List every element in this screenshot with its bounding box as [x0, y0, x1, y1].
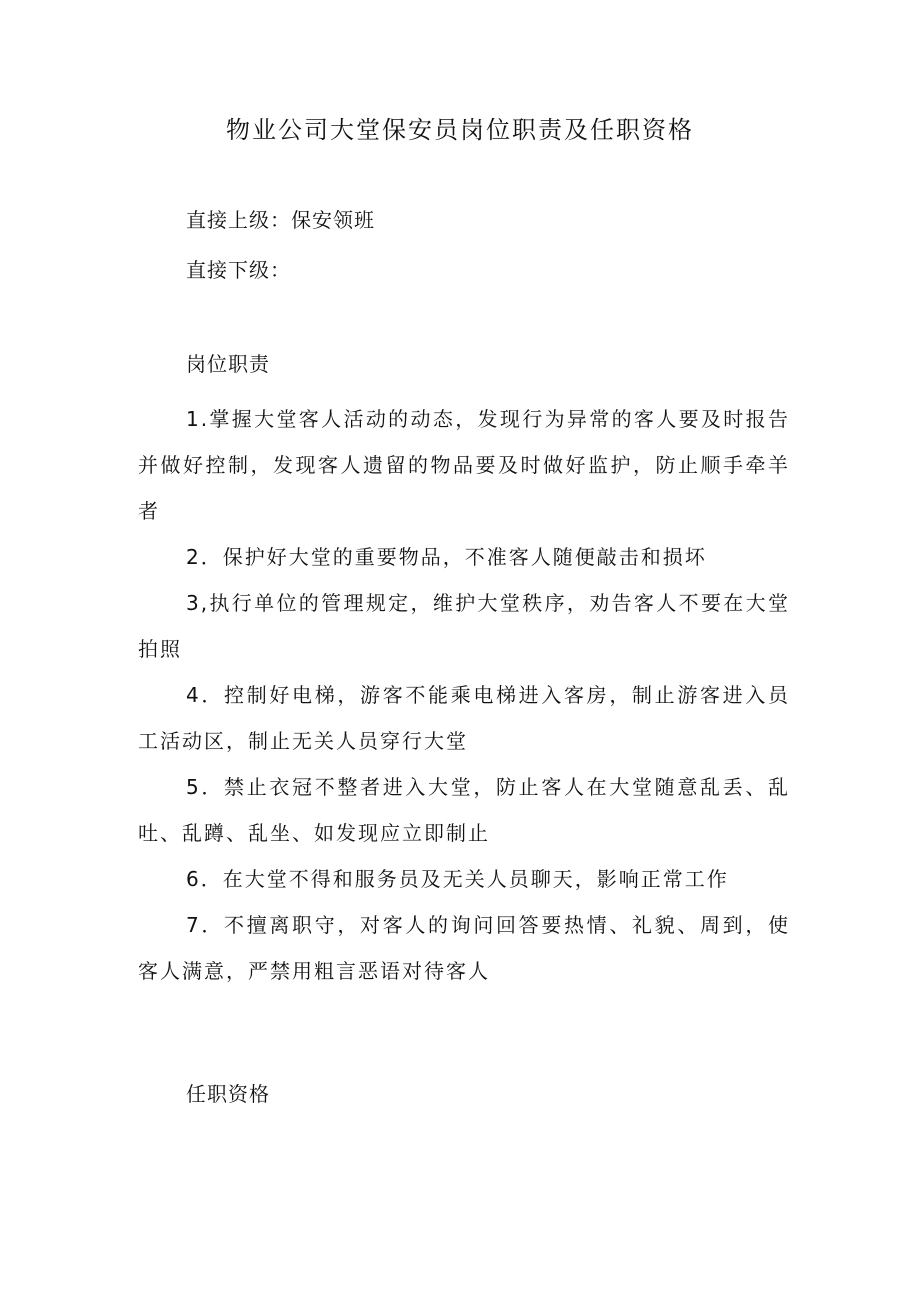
duty-item: 5．禁止衣冠不整者进入大堂，防止客人在大堂随意乱丢、乱吐、乱蹲、乱坐、如发现应立即制止 [138, 775, 790, 845]
qualifications-heading: 任职资格 [186, 1082, 270, 1106]
duty-item: 2．保护好大堂的重要物品，不准客人随便敲击和损坏 [186, 545, 707, 569]
direct-subordinate: 直接下级： [186, 258, 291, 282]
document-title: 物业公司大堂保安员岗位职责及任职资格 [226, 116, 694, 144]
duty-item: 4．控制好电梯，游客不能乘电梯进入客房，制止游客进入员工活动区，制止无关人员穿行大堂 [138, 683, 790, 753]
duties-heading: 岗位职责 [186, 352, 270, 376]
duty-item: 6．在大堂不得和服务员及无关人员聊天，影响正常工作 [186, 867, 729, 891]
duty-item: 7．不擅离职守，对客人的询问回答要热情、礼貌、周到，使客人满意，严禁用粗言恶语对待客人 [138, 913, 790, 983]
duty-item: 3,执行单位的管理规定，维护大堂秩序，劝告客人不要在大堂拍照 [138, 591, 790, 661]
duty-item: 1.掌握大堂客人活动的动态，发现行为异常的客人要及时报告并做好控制，发现客人遗留的物品要及时做好监护，防止顺手牵羊者 [138, 407, 790, 523]
duties-list [138, 396, 790, 994]
direct-superior: 直接上级：保安领班 [186, 208, 375, 232]
